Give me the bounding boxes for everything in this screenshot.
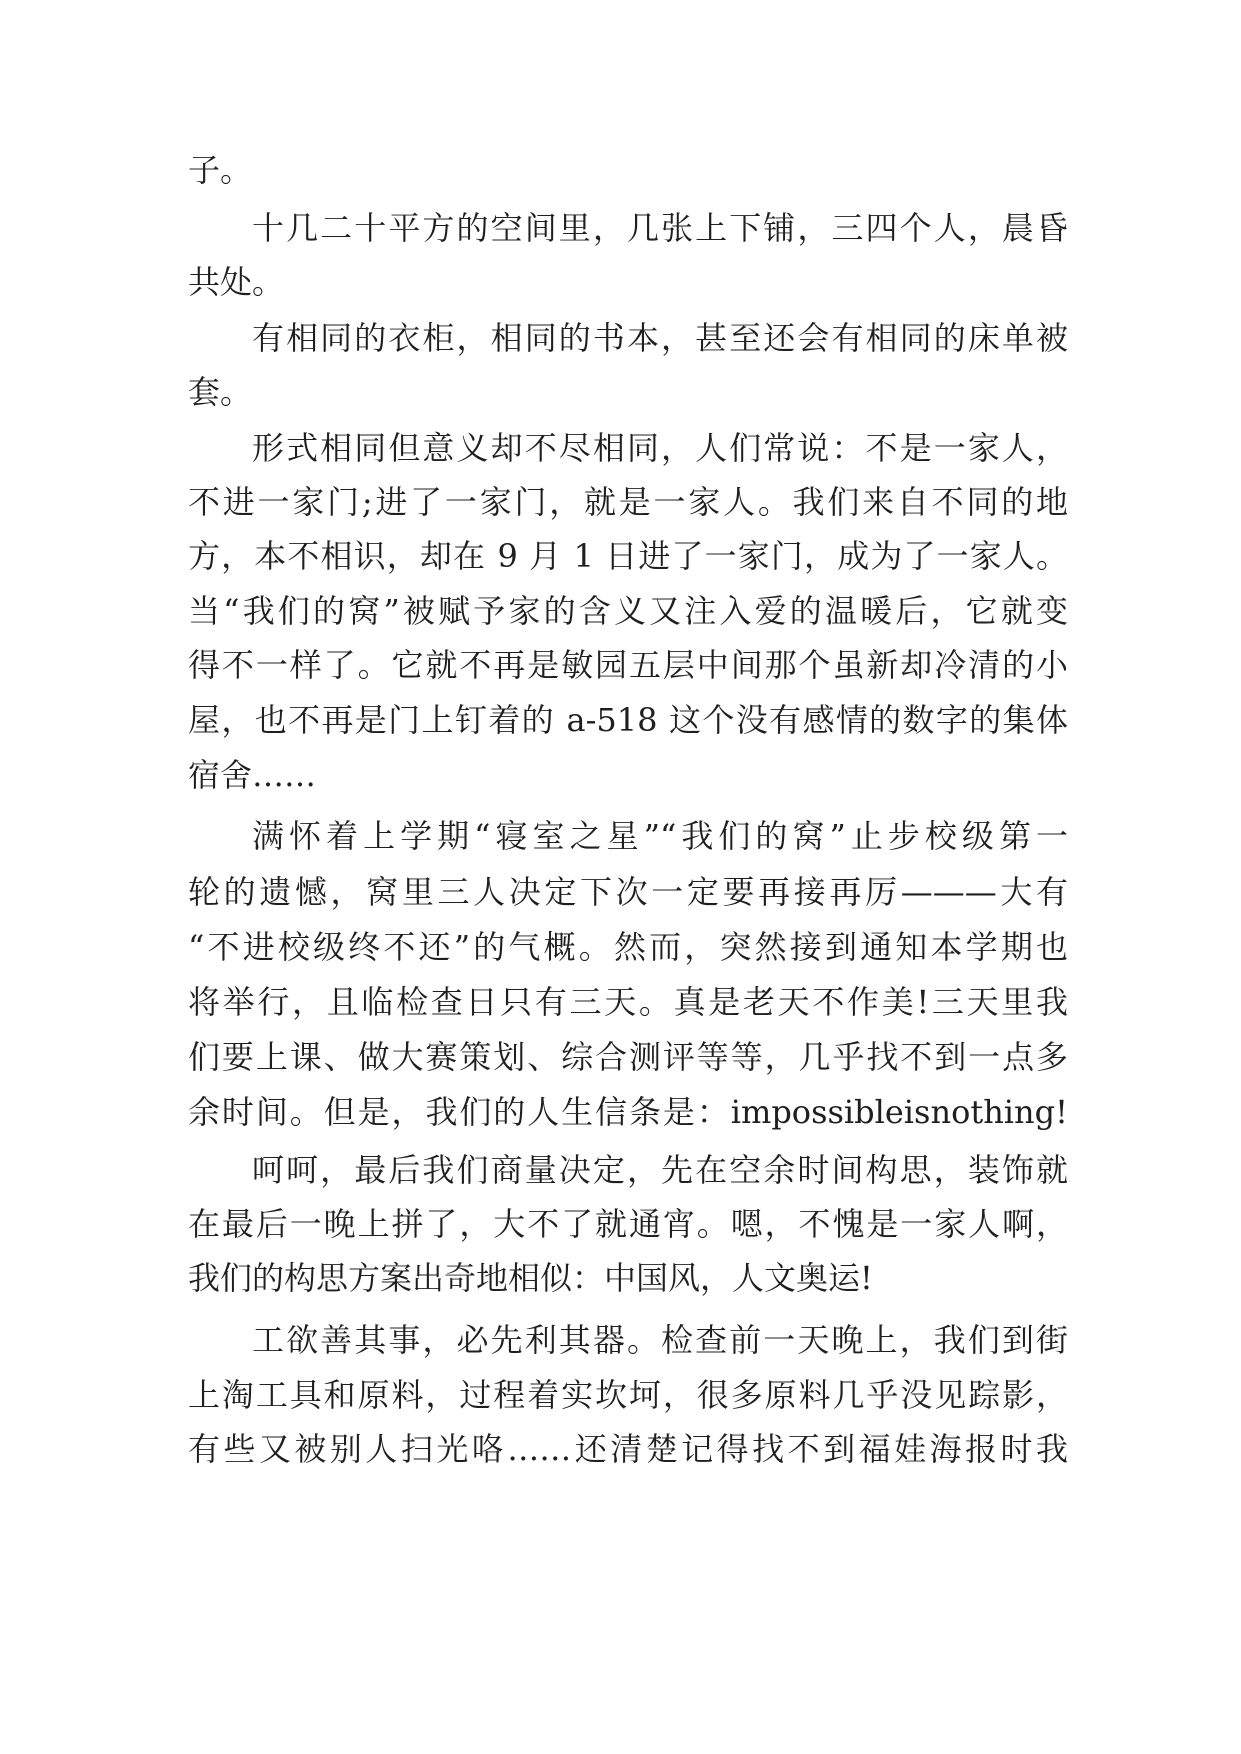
text-line: 满怀着上学期“寝室之星”“我们的窝”止步校级第一 [252, 817, 1068, 855]
text-line: 共处。 [188, 263, 285, 301]
text-line: 不进一家门;进了一家门，就是一家人。我们来自不同的地 [188, 483, 1068, 521]
text-line: 子。 [188, 151, 253, 189]
text-line: 轮的遗憾，窝里三人决定下次一定要再接再厉———大有 [188, 873, 1068, 911]
text-line: 方，本不相识，却在 9 月 1 日进了一家门，成为了一家人。 [188, 537, 1068, 575]
text-line: 十几二十平方的空间里，几张上下铺，三四个人，晨昏 [252, 209, 1068, 247]
text-line: 宿舍…… [188, 756, 317, 794]
text-line: 得不一样了。它就不再是敏园五层中间那个虽新却冷清的小 [188, 646, 1068, 684]
text-line: 余时间。但是，我们的人生信条是：impossibleisnothing! [188, 1093, 1068, 1131]
text-line: 在最后一晚上拼了，大不了就通宵。嗯，不愧是一家人啊， [188, 1205, 1068, 1243]
text-line: 们要上课、做大赛策划、综合测评等等，几乎找不到一点多 [188, 1038, 1068, 1076]
text-line: 有相同的衣柜，相同的书本，甚至还会有相同的床单被 [252, 319, 1068, 357]
text-line: 呵呵，最后我们商量决定，先在空余时间构思，装饰就 [252, 1151, 1068, 1189]
text-line: 当“我们的窝”被赋予家的含义又注入爱的温暖后，它就变 [188, 592, 1068, 630]
text-line: 工欲善其事，必先利其器。检查前一天晚上，我们到街 [252, 1321, 1068, 1359]
text-line: 套。 [188, 373, 253, 411]
text-line: 将举行，且临检查日只有三天。真是老天不作美!三天里我 [188, 983, 1068, 1021]
text-line: 我们的构思方案出奇地相似：中国风，人文奥运! [188, 1259, 873, 1297]
text-line: 形式相同但意义却不尽相同，人们常说：不是一家人， [252, 429, 1068, 467]
text-line: 有些又被别人扫光咯……还清楚记得找不到福娃海报时我 [188, 1430, 1068, 1468]
text-line: “不进校级终不还”的气概。然而，突然接到通知本学期也 [188, 928, 1068, 966]
text-line: 屋，也不再是门上钉着的 a-518 这个没有感情的数字的集体 [188, 701, 1068, 739]
text-line: 上淘工具和原料，过程着实坎坷，很多原料几乎没见踪影， [188, 1376, 1068, 1414]
